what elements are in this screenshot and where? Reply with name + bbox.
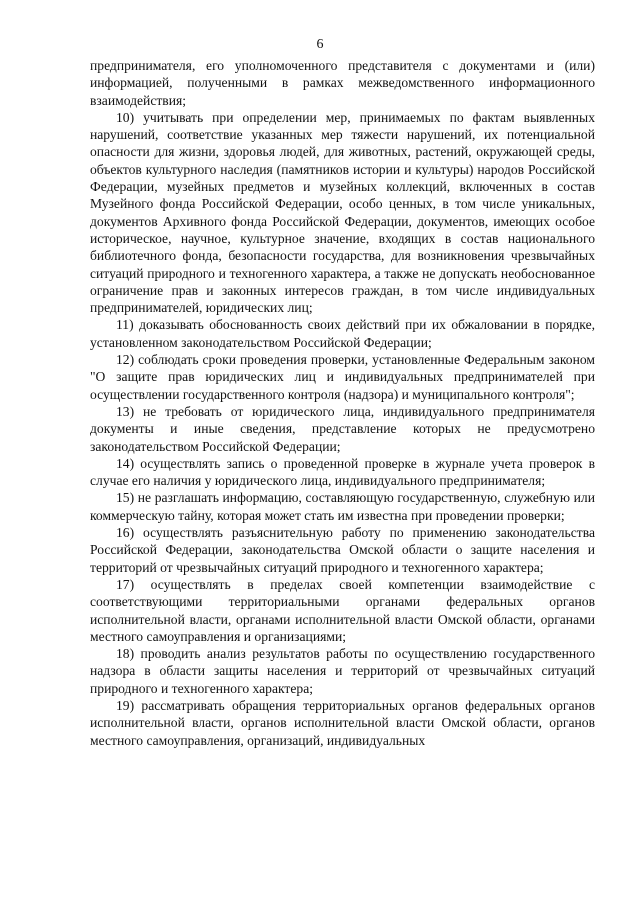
paragraph-item-16: 16) осуществлять разъяснительную работу по применению законодательства Российской Федерации, законодательства Омской области о защите населения и территорий от чрезвычайных ситуаций природного и техногенного характера; <box>90 525 595 575</box>
paragraph-item-15: 15) не разглашать информацию, составляющую государственную, служебную или коммерческую тайну, которая может стать им известна при проведении проверки; <box>90 490 595 523</box>
paragraph-item-11: 11) доказывать обоснованность своих действий при их обжаловании в порядке, установленном законодательством Российской Федерации; <box>90 317 595 350</box>
paragraph-item-14: 14) осуществлять запись о проведенной проверке в журнале учета проверок в случае его наличия у юридического лица, индивидуального предпринимателя; <box>90 455 595 489</box>
paragraph-item-10: 10) учитывать при определении мер, принимаемых по фактам выявленных нарушений, соответствие указанных мер тяжести нарушений, их потенциальной опасности для жизни, здоровья людей, для животных, растений, окружающей среды, объектов культурного наследия (памятников истории и культуры) народов Российской Федерации, музейных предметов и музейных коллекций, включенных в состав Музейного фонда Российской Федерации, особо ценных, в том числе уникальных, документов Архивного фонда Российской Федерации, документов, имеющих особое историческое, научное, культурное значение, входящих в состав национального библиотечного фонда, безопасности государства, для возникновения чрезвычайных ситуаций природного и техногенного характера, а также не допускать необоснованное ограничение прав и законных интересов граждан, в том числе индивидуальных предпринимателей, юридических лиц; <box>90 109 595 316</box>
paragraph-item-13: 13) не требовать от юридического лица, индивидуального предпринимателя документы и иные сведения, представление которых не предусмотрено законодательством Российской Федерации; <box>90 403 595 454</box>
paragraph-item-17: 17) осуществлять в пределах своей компетенции взаимодействие с соответствующими территориальными органами федеральных органов исполнительной власти, органами исполнительной власти Омской области, органами местного самоуправления и организациями; <box>90 576 595 644</box>
document-body <box>90 57 595 749</box>
paragraph-continuation: предпринимателя, его уполномоченного представителя с документами и (или) информацией, полученными в рамках межведомственного информационного взаимодействия; <box>90 58 595 108</box>
paragraph-item-19: 19) рассматривать обращения территориальных органов федеральных органов исполнительной власти, органов исполнительной власти Омской области, органов местного самоуправления, организаций, индивидуальных <box>90 697 595 748</box>
page-number: 6 <box>316 37 324 52</box>
paragraph-item-18: 18) проводить анализ результатов работы по осуществлению государственного надзора в области защиты населения и территорий от чрезвычайных ситуаций природного и техногенного характера; <box>90 646 595 696</box>
paragraph-item-12: 12) соблюдать сроки проведения проверки, установленные Федеральным законом "О защите прав юридических лиц и индивидуальных предпринимателей при осуществлении государственного контроля (надзора) и муниципального контроля"; <box>90 352 595 402</box>
